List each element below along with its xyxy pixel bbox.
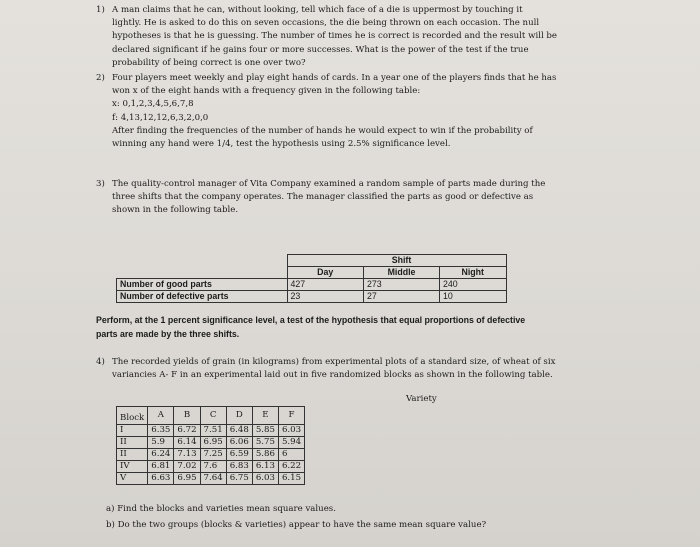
table-cell: 6.06 (226, 437, 252, 449)
table-cell: 6.13 (252, 461, 278, 473)
question-text-line: variancies A- F in an experimental laid out in five randomized blocks as shown in the following table. (112, 370, 553, 381)
table-cell: 5.9 (148, 437, 174, 449)
table-cell: 7.51 (200, 425, 226, 437)
instruction-line: parts are made by the three shifts. (96, 329, 240, 339)
table-row (117, 291, 507, 303)
table-cell: 7.02 (174, 461, 200, 473)
question-text-line: probability of being correct is one over two? (112, 57, 306, 68)
table-cell: 6.03 (278, 425, 304, 437)
question-text-line: The recorded yields of grain (in kilograms) from experimental plots of a standard size, of wheat of six (112, 357, 556, 367)
table-cell: 273 (364, 279, 440, 291)
question-text-line: The quality-control manager of Vita Company examined a random sample of parts made during the (112, 179, 546, 189)
question-text-line: After finding the frequencies of the number of hands he would expect to win if the probability of (112, 125, 533, 136)
table-cell: 5.85 (252, 425, 278, 437)
shift-table (116, 254, 507, 303)
question-text-line: lightly. He is asked to do this on seven occasions, the die being thrown on each occasion. The null (112, 18, 540, 29)
column-header: Middle (364, 267, 440, 279)
table-cell: 6.35 (148, 425, 174, 437)
row-label: II (117, 437, 148, 449)
table-cell: 6.83 (226, 461, 252, 473)
column-header: C (200, 407, 226, 425)
table-cell: 6.22 (278, 461, 304, 473)
instruction-line: Perform, at the 1 percent significance level, a test of the hypothesis that equal proportions of defective (96, 315, 526, 325)
table-row (117, 279, 507, 291)
table-cell: 6.72 (174, 425, 200, 437)
question-2 (96, 72, 656, 151)
table-cell: 7.6 (200, 461, 226, 473)
row-label: Number of defective parts (117, 291, 288, 303)
table-cell: 6.48 (226, 425, 252, 437)
table-cell: 27 (364, 291, 440, 303)
table-row (117, 449, 305, 461)
table-cell: 5.94 (278, 437, 304, 449)
question-3 (96, 178, 636, 218)
variety-header: Variety (406, 394, 437, 404)
table-cell: 6.59 (226, 449, 252, 461)
shift-header: Shift (364, 255, 440, 267)
question-text-line: won x of the eight hands with a frequency given in the following table: (112, 86, 421, 97)
block-header: Block (117, 407, 148, 425)
table-row (117, 473, 305, 485)
table-cell: 7.25 (200, 449, 226, 461)
table-cell: 6.14 (174, 437, 200, 449)
question-1 (96, 4, 656, 70)
table-cell: 6.81 (148, 461, 174, 473)
table-cell: 10 (440, 291, 507, 303)
table-cell: 427 (287, 279, 364, 291)
row-label: V (117, 473, 148, 485)
question-text-line: declared significant if he gains four or more successes. What is the power of the test if the true (112, 44, 529, 55)
question-number: 1) (96, 5, 105, 15)
row-label: II (117, 449, 148, 461)
table-cell: 7.13 (174, 449, 200, 461)
column-header: A (148, 407, 174, 425)
question-number: 3) (96, 179, 105, 189)
table-cell: 6.15 (278, 473, 304, 485)
question-text-line: shown in the following table. (112, 205, 239, 216)
table-row (117, 425, 305, 437)
table-cell: 23 (287, 291, 364, 303)
table-cell: 6.75 (226, 473, 252, 485)
part-b: b) Do the two groups (blocks & varieties) appear to have the same mean square value? (106, 520, 487, 530)
column-header: Day (287, 267, 364, 279)
table-cell: 5.75 (252, 437, 278, 449)
table-row (117, 461, 305, 473)
table-cell: 6.95 (200, 437, 226, 449)
variety-table (116, 406, 305, 485)
table-cell: 6.24 (148, 449, 174, 461)
column-header: E (252, 407, 278, 425)
column-header: B (174, 407, 200, 425)
table-cell: 6 (278, 449, 304, 461)
part-a: a) Find the blocks and varieties mean square values. (106, 504, 336, 514)
f-values-line: f: 4,13,12,12,6,3,2,0,0 (112, 112, 209, 123)
table-cell: 240 (440, 279, 507, 291)
column-header: D (226, 407, 252, 425)
question-text-line: three shifts that the company operates. The manager classified the parts as good or defective as (112, 192, 534, 203)
question-text-line: winning any hand were 1/4, test the hypothesis using 2.5% significance level. (112, 139, 451, 150)
row-label: IV (117, 461, 148, 473)
table-cell: 6.63 (148, 473, 174, 485)
row-label: Number of good parts (117, 279, 288, 291)
table-row (117, 437, 305, 449)
question-4 (96, 356, 656, 382)
row-label: I (117, 425, 148, 437)
table-cell: 7.64 (200, 473, 226, 485)
table-cell: 6.95 (174, 473, 200, 485)
column-header: Night (440, 267, 507, 279)
x-values-line: x: 0,1,2,3,4,5,6,7,8 (112, 99, 194, 110)
perform-instruction (96, 313, 656, 341)
question-number: 2) (96, 73, 105, 83)
column-header: F (278, 407, 304, 425)
question-text-line: A man claims that he can, without looking, tell which face of a die is uppermost by touching it (112, 5, 523, 15)
question-text-line: hypotheses is that he is guessing. The number of times he is correct is recorded and the result will be (112, 31, 558, 42)
question-number: 4) (96, 357, 105, 367)
question-text-line: Four players meet weekly and play eight hands of cards. In a year one of the players finds that he has (112, 73, 557, 83)
table-cell: 6.03 (252, 473, 278, 485)
table-cell: 5.86 (252, 449, 278, 461)
